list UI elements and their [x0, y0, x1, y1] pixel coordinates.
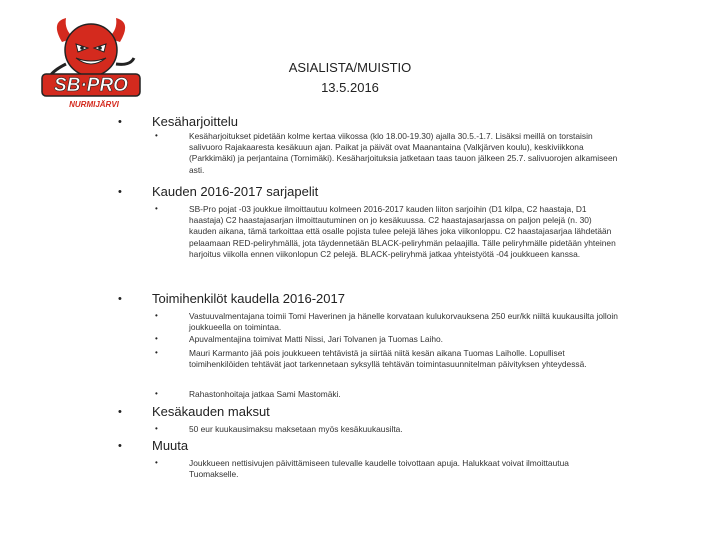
section-heading: Muuta — [152, 438, 189, 453]
item-text: Mauri Karmanto jää pois joukkueen tehtävistä ja siirtää niitä kesän aikana Tuomas Laiholle. Lopulliset toimihenkilöiden tehtävät jaot tarkennetaan syksyllä tehtävän toimintasuunnitelman päivityksen yhteydessä. — [189, 348, 587, 370]
item-bullet: • — [155, 348, 158, 357]
title-date: 13.5.2016 — [321, 80, 379, 95]
section-bullet: • — [118, 440, 122, 452]
item-bullet: • — [155, 311, 158, 320]
item-text: Joukkueen nettisivujen päivittämiseen tulevalle kaudelle toivottaan apuja. Halukkaat voivat ilmoittautua Tuomakselle. — [189, 458, 569, 480]
item-bullet: • — [155, 204, 158, 213]
item-bullet: • — [155, 389, 158, 398]
title-line-1: ASIALISTA/MUISTIO — [288, 60, 412, 75]
item-text: Kesäharjoitukset pidetään kolme kertaa viikossa (klo 18.00-19.30) ajalla 30.5.-1.7. Lisäksi meillä on torstaisin salivuoro Rajakaaresta kesäkuun ajan. Paikat ja päivät ovat Maanantaina (Valkjärven koulu), keskiviikkona (Parkkimäki) ja perjantaina (Tornimäki). Kesäharjoituksia jatketaan taas tauon jälkeen 25.7. salivuorojen alkamiseen asti. — [189, 131, 618, 175]
item-text: 50 eur kuukausimaksu maksetaan myös kesäkuukausilta. — [189, 424, 403, 434]
section-heading: Kesäharjoittelu — [152, 114, 238, 129]
item-text: SB-Pro pojat -03 joukkue ilmoittautuu kolmeen 2016-2017 kauden liiton sarjoihin (D1 kilpa, C2 haastaja, D1 haastaja) C2 haastajasarjan ilmoittautuminen on jo kesäkuussa. C2 haastajasarjassa on paljon pelejä (n. 30) kauden aikana, tämä tarkoittaa että osalle pojista tulee pelejä lähes joka viikonloppu. C2 haastajasarjaa lähdetään pelaamaan RED-peliryhmällä, jota täydennetään BLACK-peliryhmän pelaajilla. Tälle peliryhmälle pidetään yhteinen harjoitus viikolla ennen viikonlopun C2 pelejä. BLACK-peliryhmä jatkaa yhteistyötä -04 joukkueen kanssa. — [189, 204, 616, 259]
section-bullet: • — [118, 186, 122, 198]
item-text: Vastuuvalmentajana toimii Tomi Haverinen ja hänelle korvataan kulukorvauksena 250 eur/kk niiltä kuukausilta jolloin joukkueella on toimintaa. — [189, 311, 618, 333]
logo-text: SB·PRO — [54, 75, 128, 96]
item-bullet: • — [155, 334, 158, 343]
section-bullet: • — [118, 293, 122, 305]
item-text: Rahastonhoitaja jatkaa Sami Mastomäki. — [189, 389, 341, 399]
logo-subtext: NURMIJÄRVI — [69, 100, 119, 109]
item-text: Apuvalmentajina toimivat Matti Nissi, Jari Tolvanen ja Tuomas Laiho. — [189, 334, 444, 344]
item-bullet: • — [155, 458, 158, 467]
item-bullet: • — [155, 424, 158, 433]
section-heading: Kesäkauden maksut — [152, 404, 270, 419]
item-bullet: • — [155, 131, 158, 140]
section-bullet: • — [118, 406, 122, 418]
section-heading: Toimihenkilöt kaudella 2016-2017 — [152, 291, 345, 306]
section-heading: Kauden 2016-2017 sarjapelit — [152, 184, 319, 199]
section-bullet: • — [118, 116, 122, 128]
